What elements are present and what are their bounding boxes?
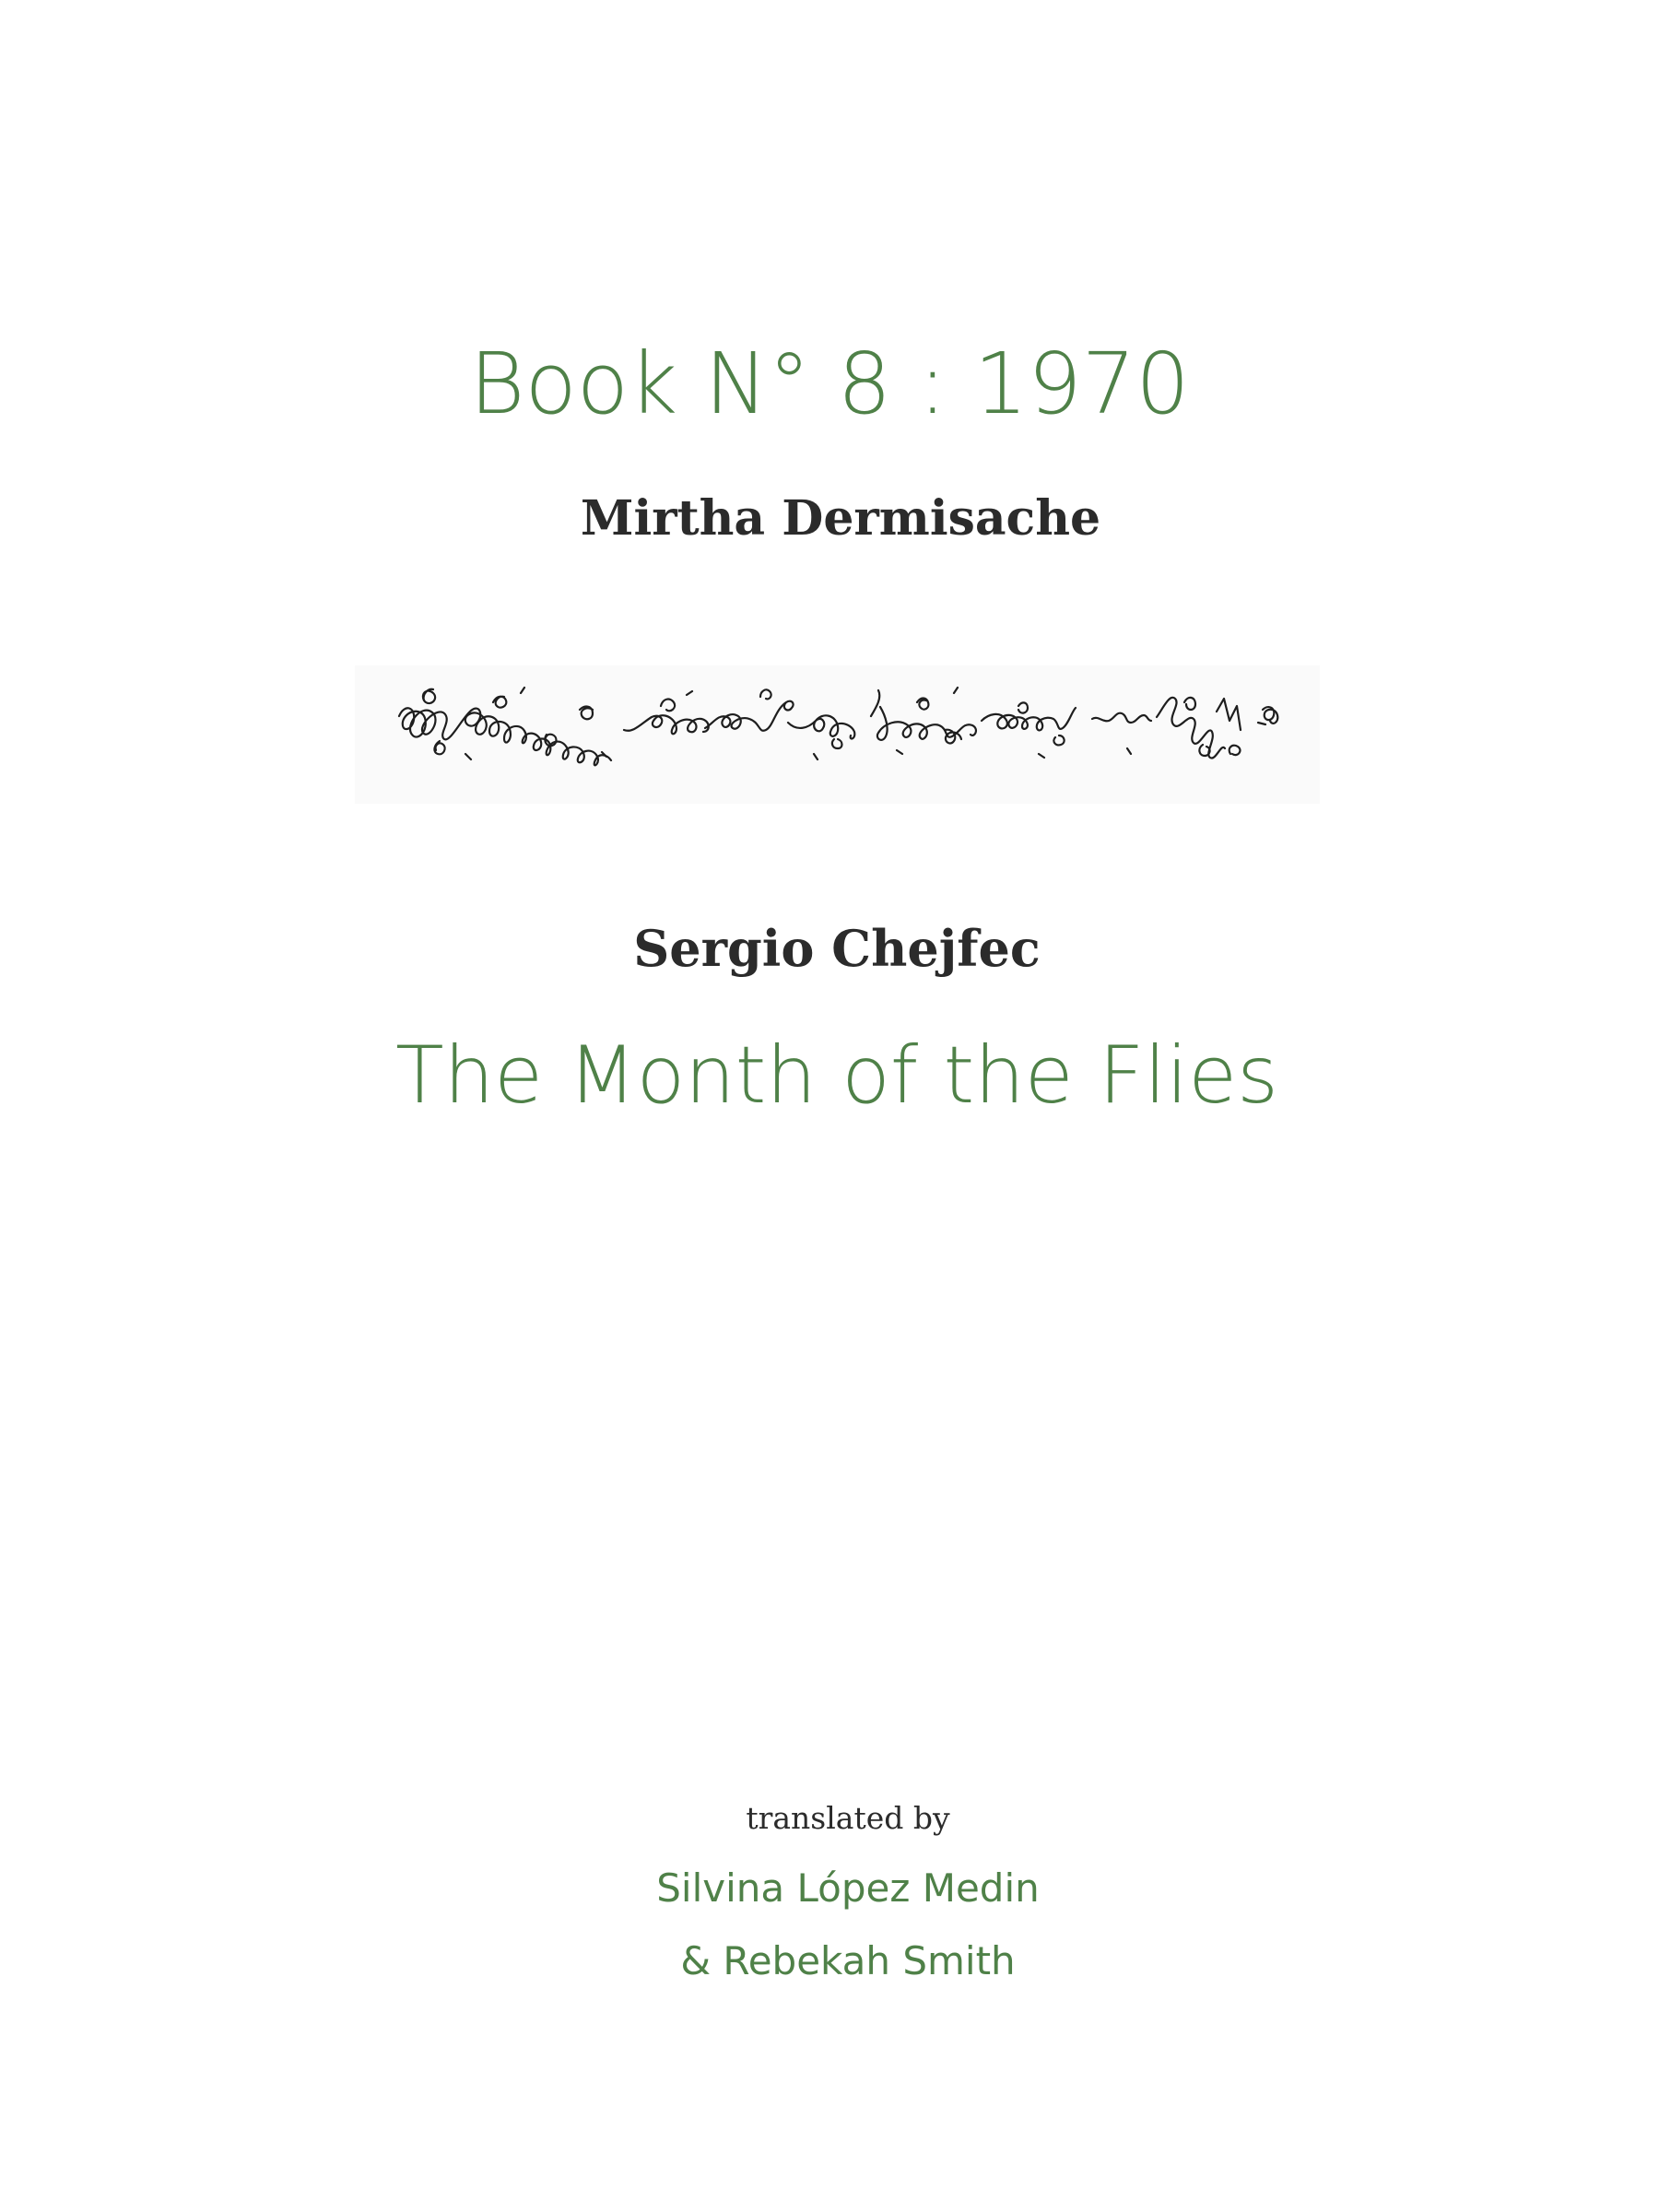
- series-title: Book N° 8 : 1970: [469, 335, 1190, 433]
- translator-name-1: Silvina López Medin: [656, 1865, 1040, 1911]
- asemic-writing-image: [355, 665, 1320, 804]
- author-name: Sergio Chejfec: [633, 919, 1041, 978]
- artist-name: Mirtha Dermisache: [580, 490, 1101, 547]
- translator-name-2: & Rebekah Smith: [680, 1938, 1016, 1983]
- translated-by-label: translated by: [746, 1800, 950, 1836]
- book-title: The Month of the Flies: [395, 1030, 1278, 1122]
